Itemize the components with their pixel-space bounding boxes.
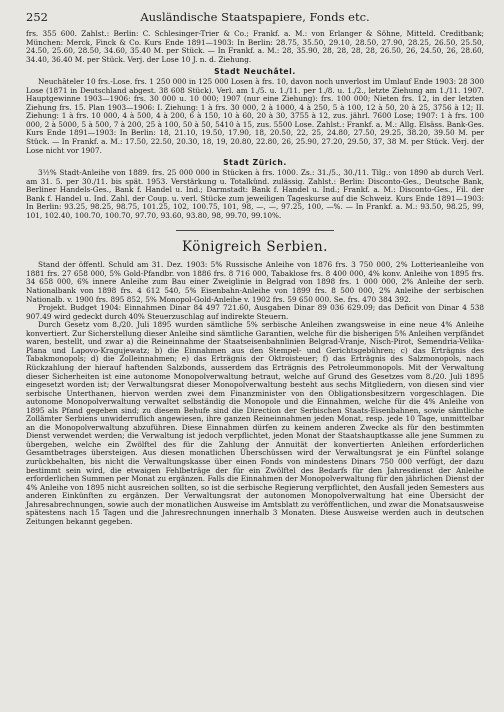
section-divider [176, 230, 334, 231]
section-heading-zurich: Stadt Zürich. [223, 158, 287, 168]
continuation-paragraph: frs. 355 600. Zahlst.: Berlin: C. Schlesinger-Trier & Co.; Frankf. a. M.: von Erlanger & Söhne, Mitteld. Creditbank; München: Merck, Finck & Co. Kurs Ende 1891—1903: In Berlin: 28.75, 35.50, 29.10, 28.50, 27.90, 28.25, 26.50, 25.50, 24.50, 25.60, 28.50, 34.60, 35.40 M. per Stück. — In Frankf. a. M.: 28, 35.90, 28, 28, 28, 28, 26.50, 26, 24.50, 26, 28.60, 34.40, 36.40 M. per Stück. Verj. der Lose 10 J. n. d. Ziehung. [26, 29, 484, 64]
serbien-debt-paragraph: Stand der öffentl. Schuld am 31. Dez. 1903: 5% Russische Anleihe von 1876 frs. 3 750 000, 2% Lotterieanleihe von 1881 frs. 27 658 000, 5% Gold-Pfandbr. von 1886 frs. 8 716 000, Tabaklose frs. 8 400 000, 4% konv. Anleihe von 1895 frs. 34 658 000, 6% innere Anleihe zum Bau einer Zweiglinie in Belgrad von 1898 frs. 1 000 000, 2% Anleihe der serb. Nationalbank von 1898 frs. 4 612 540, 5% Eisenbahn-Anleihe von 1899 frs. 8 500 000, 2% Anleihe der serbischen Nationalb. v. 1900 frs. 895 852, 5% Monopol-Gold-Anleihe v. 1902 frs. 59 650 000. Se. frs. 470 384 392. [26, 260, 484, 304]
neuchatel-paragraph: Neuchâteler 10 frs.-Lose. frs. 1 250 000 in 125 000 Losen à frs. 10, davon noch unverlost im Umlauf Ende 1903: 28 300 Lose (1871 in Deutschland abgest. 38 608 Stück). Verl. am 1./5. u. 1./11. per 1./8. u. 1./2., letzte Ziehung am 1./11. 1907. Hauptgewinne 1903—1906: frs. 30 000 u. 10 000; 1907 (nur eine Ziehung): frs. 100 000; Nieten frs. 12, in der letzten Ziehung frs. 15. Plan 1903—1906: I. Ziehung: 1 à frs. 30 000, 2 à 1000, 4 à 250, 5 à 100, 12 à 50, 20 à 25, 3756 à 12; II. Ziehung: 1 à frs. 10 000, 4 à 500, 4 à 200, 6 à 150, 10 à 60, 20 à 30, 3755 à 12, zus. jährl. 7600 Lose; 1907: 1 à frs. 100 000, 2 à 5000, 5 à 500, 7 à 200, 25 à 100, 50 à 50, 5410 à 15, zus. 5500 Lose. Zahlst.: Frankf. a. M.: Allg. Elsäss. Bank-Ges. Kurs Ende 1891—1903: In Berlin: 18, 21.10, 19.50, 17.90, 18, 20.50, 22, 25, 24.80, 27.50, 29.25, 38.20, 39.50 M. per Stück. — In Frankf. a. M.: 17.50, 22.50, 20.30, 18, 19, 20.80, 22.80, 26, 25.90, 27.20, 29.50, 37, 38 M. per Stück. Verj. der Lose nicht vor 1907. [26, 77, 484, 155]
running-title: Ausländische Staatspapiere, Fonds etc. [140, 10, 370, 24]
serbien-budget-paragraph: Projekt. Budget 1904: Einnahmen Dinar 84 497 721.60, Ausgaben Dinar 89 036 629.09; das Deficit von Dinar 4 538 907.49 wird gedeckt durch 40% Steuerzuschlag auf indirekte Steuern. [26, 303, 484, 321]
section-heading-neuchatel: Stadt Neuchâtel. [214, 67, 296, 77]
serbien-conversion-paragraph: Durch Gesetz vom 8./20. Juli 1895 wurden sämtliche 5% serbische Anleihen zwangsweise in eine neue 4% Anleihe konvertiert. Zur Sicherstellung dieser Anleihe sind sämtliche Garantien, welche für die bisherigen 5% Anleihen verpfändet waren, bestellt, und zwar a) die Reineinnahme der Staatseisenbahnlinien Belgrad-Vranje, Nisch-Pirot, Semendria-Velika-Plana und Lapovo-Kragujewatz; b) die Einnahmen aus den Stempel- und Gerichtsgebühren; c) das Erträgnis des Tabakmonopols; d) die Zolleinnahmen; e) das Erträgnis der Oktroisteuer; f) das Erträgnis des Salzmonopols, nach Rückzahlung der hierauf haftenden Salzbonds, ausserdem das Erträgnis des Petroleummonopols. Mit der Verwaltung dieser Sicherheiten ist eine autonome Monopolverwaltung betraut, welche auf Grund des Gesetzes vom 8./20. Juli 1895 eingesetzt worden ist; der Verwaltungsrat dieser Monopolverwaltung besteht aus sechs Mitgliedern, von diesen sind vier serbische Unterthanen, hiervon werden zwei dem Finanzminister von den Obligationsbesitzern vorgeschlagen. Die autonome Monopolverwaltung verwaltet selbständig die Monopole und die Einnahmen, welche für die 4% Anleihe von 1895 als Pfand gegeben sind; zu diesem Behufe sind die Direction der Serbischen Staats-Eisenbahnen, sowie sämtliche Zollämter Serbiens unwiderruflich angewiesen, ihre ganzen Reineinnahmen jeden Monat, resp. jede 10 Tage, unmittelbar an die Monopolverwaltung abzuführen. Diese Einnahmen dürfen zu keinem anderen Zwecke als für den bestimmten Dienst verwendet werden; die Verwaltung ist jedoch verpflichtet, jeden Monat der Staatshauptkasse alle jene Summen zu übergeben, welche ein Zwölftel des für die Zahlung der Annuität der konvertierten Anleihen erforderlichen Gesamtbetrages übersteigen. Aus diesen monatlichen Überschüssen wird der Verwaltungsrat je ein Fünftel solange zurückbehalten, bis nicht die Verwaltungskasse über einen Fonds von mindestens Dinars 750 000 verfügt, der dazu bestimmt sein wird, die etwaigen Fehlbeträge der für ein Zwölftel des Bedarfs für den Jahresdienst der Anleihe erforderlichen Summen per Monat zu ergänzen. Falls die Einnahmen der Monopolverwaltung für den jährlichen Dienst der 4% Anleihe von 1895 nicht ausreichen sollten, so ist die serbische Regierung verpflichtet, den Ausfall jeden Semesters aus anderen Einkünften zu ergänzen. Der Verwaltungsrat der autonomen Monopolverwaltung hat eine Übersicht der Jahresabrechnungen, sowie auch der monatlichen Ausweise im Amtsblatt zu veröffentlichen, und zwar die Monatsausweise spätestens nach 15 Tagen und die Jahresrechnungen innerhalb 3 Monaten. Diese Ausweise werden auch in deutschen Zeitungen bekannt gegeben. [26, 320, 484, 526]
page-header [26, 10, 484, 26]
main-heading-serbien: Königreich Serbien. [182, 239, 328, 256]
page-number: 252 [26, 10, 48, 24]
zurich-paragraph: 3½% Stadt-Anleihe von 1889. frs. 25 000 000 in Stücken à frs. 1000. Zs.: 31./5., 30./11. Tilg.: von 1890 ab durch Verl. am 31. 5. per 30./11. bis spät. 1953. Verstärkung u. Totalkünd. zulässig. Zahlst.: Berlin: Disconto-Ges., Deutsche Bank, Berliner Handels-Ges., Bank f. Handel u. Ind.; Darmstadt: Bank f. Handel u. Ind.; Frankf. a. M.: Disconto-Ges., Fil. der Bank f. Handel u. Ind. Zahl. der Coup. u. verl. Stücke zum jeweiligen Tageskurse auf die Schweiz. Kurs Ende 1891—1903: In Berlin: 93.25, 98.25, 98.75, 101.25, 102, 100.75, 101, 98, —, —, 97.25, 100, —%. — In Frankf. a. M.: 93.50, 98.25, 99, 101, 102.40, 100.70, 100.70, 97.70, 93.60, 93.80, 98, 99.70, 99.10%. [26, 168, 484, 220]
